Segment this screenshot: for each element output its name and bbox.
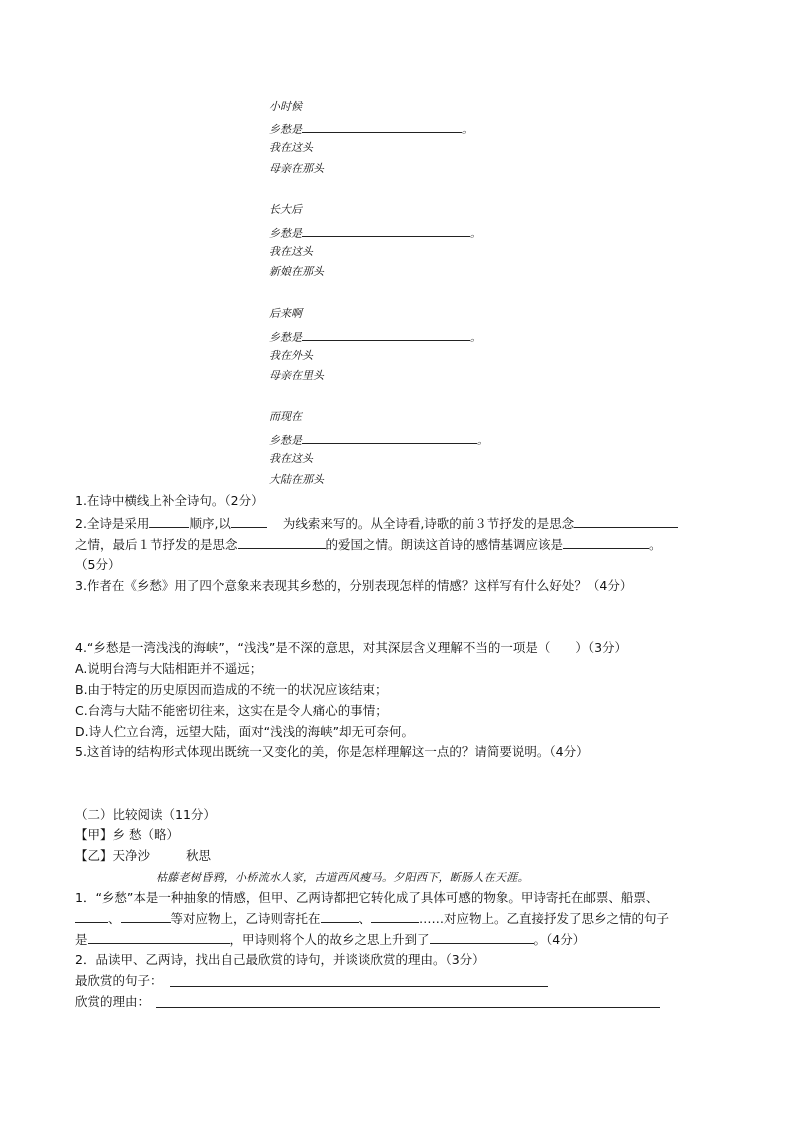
answer-blank[interactable] [231,515,267,528]
reason-field[interactable] [156,995,660,1008]
option-d[interactable]: D.诗人伫立台湾，远望大陆，面对“浅浅的海峡”却无可奈何。 [75,724,415,739]
answer-blank[interactable] [563,536,649,549]
answer-blank[interactable] [371,910,419,923]
poem-line: 我在这头 [269,452,313,465]
answer-blank[interactable] [321,910,359,923]
best-sentence-label: 最欣赏的句子： [75,973,163,988]
poem-line: 大陆在那头 [269,473,324,486]
answer-blank[interactable] [88,931,230,944]
answer-blank[interactable] [302,120,462,133]
subquestion-2: 2．品读甲、乙两诗，找出自己最欣赏的诗句，并谈谈欣赏的理由。（3分） [75,952,485,967]
poem-line: 乡愁是 。 [269,328,481,345]
poem-line: 母亲在里头 [269,369,324,382]
poem-line: 后来啊 [269,307,302,320]
subquestion-1: 1．“乡愁”本是一种抽象的情感，但甲、乙两诗都把它转化成了具体可感的物象。甲诗寄托在邮票、船票、 [75,890,659,905]
question-3: 3.作者在《乡愁》用了四个意象来表现其乡愁的，分别表现怎样的情感？这样写有什么好处？（4分） [75,578,633,593]
poem-line: 我在这头 [269,245,313,258]
subquestion-1-end: 是 ，甲诗则将个人的故乡之思上升到了 。（4分） [75,932,586,947]
answer-blank[interactable] [302,224,470,237]
answer-blank[interactable] [302,431,477,444]
answer-blank[interactable] [149,515,189,528]
option-b[interactable]: B.由于特定的历史原因而造成的不统一的状况应该结束； [75,682,388,697]
poem-line: 乡愁是 。 [269,224,481,241]
poem-line: 而现在 [269,410,302,423]
question-2: 2.全诗是采用 顺序,以 为线索来写的。从全诗看,诗歌的前３节抒发的是思念 [75,515,678,532]
question-1: 1.在诗中横线上补全诗句。（2分） [75,493,264,508]
question-4: 4.“乡愁是一湾浅浅的海峡”，“浅浅”是不深的意思，对其深层含义理解不当的一项是（ ）（3分） [75,640,628,655]
question-2-score: （5分） [75,557,121,572]
answer-blank[interactable] [238,536,326,549]
poem-line: 乡愁是 。 [269,431,488,448]
poem-line: 乡愁是 。 [269,120,473,137]
reason-label: 欣赏的理由： [75,994,151,1009]
question-2-cont: 之情，最后１节抒发的是思念 的爱国之情。朗读这首诗的感情基调应该是 。 [75,537,662,552]
best-sentence-field[interactable] [170,974,548,987]
answer-blank[interactable] [121,910,171,923]
option-c[interactable]: C.台湾与大陆不能密切往来，这实在是令人痛心的事情； [75,703,388,718]
answer-blank[interactable] [75,910,108,923]
poem-line: 我在这头 [269,141,313,154]
poem-line: 长大后 [269,203,302,216]
answer-blank[interactable] [430,931,534,944]
poem-line: 小时候 [269,100,302,113]
poem-jia: 【甲】乡 愁（略） [75,827,179,842]
poem-yi: 【乙】天净沙 秋思 [75,848,212,863]
answer-blank[interactable] [302,328,470,341]
question-5: 5.这首诗的结构形式体现出既统一又变化的美，你是怎样理解这一点的？请简要说明。（4分） [75,744,589,759]
option-a[interactable]: A.说明台湾与大陆相距并不遥远； [75,661,263,676]
section-title: （二）比较阅读（11分） [75,807,216,822]
answer-blank[interactable] [574,515,678,528]
subquestion-1-cont: 、 等对应物上，乙诗则寄托在 、 ……对应物上。乙直接抒发了思乡之情的句子 [75,910,669,927]
poem-line: 我在外头 [269,349,313,362]
poem-yi-verse: 枯藤老树昏鸦，小桥流水人家，古道西风瘦马。夕阳西下，断肠人在天涯。 [156,871,529,884]
poem-line: 母亲在那头 [269,162,324,175]
poem-line: 新娘在那头 [269,265,324,278]
